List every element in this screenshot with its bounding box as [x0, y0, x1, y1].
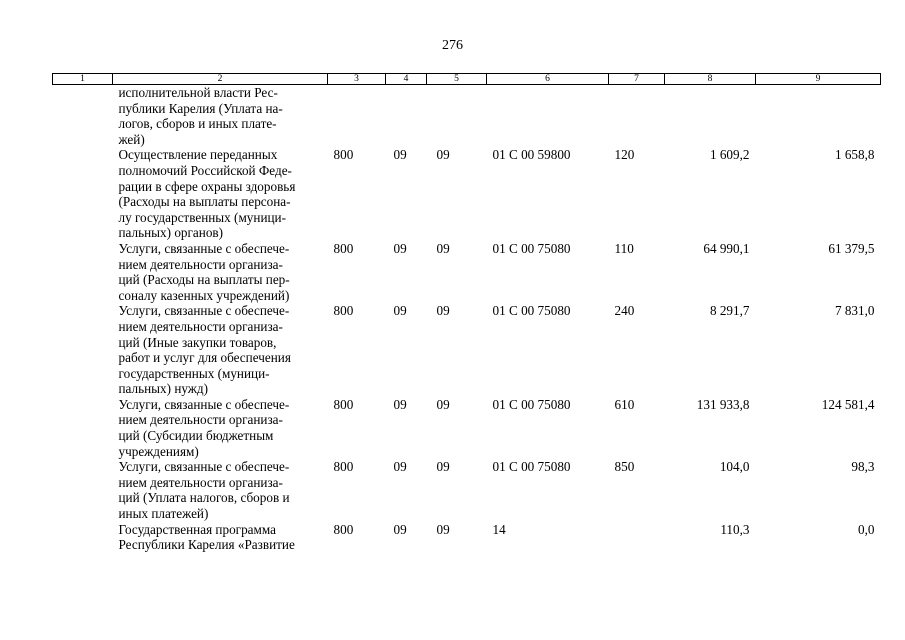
- cell-col-1: [53, 522, 113, 553]
- cell-c3: 800: [333, 459, 354, 475]
- name-line: учреждениям): [118, 443, 199, 459]
- cell-c7: 610: [614, 396, 635, 412]
- table-row: [53, 397, 881, 459]
- cell-name: [113, 459, 328, 521]
- name-line: государственных (муници-: [118, 365, 270, 381]
- cell-c4: 09: [393, 303, 407, 319]
- cell-name: [113, 522, 328, 553]
- cell-c3: 800: [333, 396, 354, 412]
- cell-c5: 09: [436, 521, 450, 537]
- name-line: иных платежей): [118, 506, 209, 522]
- cell-name: [113, 303, 328, 397]
- name-line: ций (Расходы на выплаты пер-: [118, 272, 290, 288]
- name-line: жей): [118, 131, 145, 147]
- cell-c9: 98,3: [851, 459, 875, 475]
- name-line: нием деятельности организа-: [118, 474, 283, 490]
- cell-c7: 240: [614, 303, 635, 319]
- cell-c9: 124 581,4: [821, 396, 875, 412]
- name-line: лу государственных (муници-: [118, 209, 287, 225]
- name-line: пальных) нужд): [118, 381, 209, 397]
- cell-c7: 120: [614, 147, 635, 163]
- name-line: Услуги, связанные с обеспече-: [118, 240, 290, 256]
- cell-c8: 110,3: [720, 521, 750, 537]
- budget-table-container: [52, 73, 880, 553]
- cell-c8: 104,0: [719, 459, 750, 475]
- cell-c8: 1 609,2: [709, 147, 750, 163]
- name-line: Услуги, связанные с обеспече-: [118, 396, 290, 412]
- cell-c9: 1 658,8: [834, 147, 875, 163]
- cell-c5: [427, 85, 487, 148]
- cell-c3: 800: [333, 240, 354, 256]
- cell-c5: 09: [436, 396, 450, 412]
- cell-c7: [609, 522, 665, 553]
- cell-name: [113, 241, 328, 303]
- cell-c9: [756, 85, 881, 148]
- cell-c6: 01 С 00 75080: [492, 396, 571, 412]
- cell-c8: 131 933,8: [696, 396, 750, 412]
- cell-c5: 09: [436, 147, 450, 163]
- cell-name: [113, 397, 328, 459]
- cell-c3: 800: [333, 147, 354, 163]
- cell-name: [113, 85, 328, 148]
- name-line: Республики Карелия «Развитие: [118, 537, 295, 553]
- cell-c3: 800: [333, 303, 354, 319]
- name-line: пальных) органов): [118, 225, 224, 241]
- name-line: ций (Иные закупки товаров,: [118, 334, 277, 350]
- cell-c9: 61 379,5: [828, 240, 875, 256]
- col-header-5: 5: [427, 74, 487, 85]
- name-line: рации в сфере охраны здоровья: [118, 178, 296, 194]
- col-header-7: 7: [609, 74, 665, 85]
- cell-c3: [328, 85, 386, 148]
- cell-name: [113, 147, 328, 241]
- col-header-8: 8: [665, 74, 756, 85]
- col-header-1: 1: [53, 74, 113, 85]
- cell-col-1: [53, 147, 113, 241]
- cell-c6: [487, 85, 609, 148]
- name-line: работ и услуг для обеспечения: [118, 350, 291, 366]
- cell-c7: 850: [614, 459, 635, 475]
- cell-c4: 09: [393, 521, 407, 537]
- cell-c6: 01 С 00 75080: [492, 303, 571, 319]
- cell-c4: 09: [393, 240, 407, 256]
- cell-c3: 800: [333, 521, 354, 537]
- col-header-4: 4: [386, 74, 427, 85]
- name-line: Осуществление переданных: [118, 147, 278, 163]
- cell-c4: 09: [393, 459, 407, 475]
- table-row: [53, 522, 881, 553]
- table-row: [53, 303, 881, 397]
- table-body: [53, 85, 881, 553]
- cell-c8: 64 990,1: [703, 240, 750, 256]
- cell-c9: 0,0: [858, 521, 875, 537]
- cell-c4: 09: [393, 147, 407, 163]
- table-row: [53, 459, 881, 521]
- cell-col-1: [53, 397, 113, 459]
- table-row: [53, 147, 881, 241]
- name-line: Услуги, связанные с обеспече-: [118, 459, 290, 475]
- name-line: соналу казенных учреждений): [118, 287, 290, 303]
- cell-c6: 01 С 00 59800: [492, 147, 571, 163]
- cell-c5: 09: [436, 240, 450, 256]
- header-row: [53, 74, 881, 85]
- name-line: ций (Уплата налогов, сборов и: [118, 490, 290, 506]
- cell-c4: 09: [393, 396, 407, 412]
- name-line: исполнительной власти Рес-: [118, 85, 278, 100]
- cell-c7: [609, 85, 665, 148]
- budget-table: [52, 73, 881, 553]
- cell-c5: 09: [436, 303, 450, 319]
- table-header: [53, 74, 881, 85]
- name-line: полномочий Российской Феде-: [118, 162, 292, 178]
- cell-col-1: [53, 241, 113, 303]
- col-header-9: 9: [756, 74, 881, 85]
- col-header-2: 2: [113, 74, 328, 85]
- page-number: 276: [442, 38, 463, 53]
- name-line: (Расходы на выплаты персона-: [118, 194, 291, 210]
- cell-c8: 8 291,7: [709, 303, 750, 319]
- name-line: ций (Субсидии бюджетным: [118, 428, 274, 444]
- name-line: Государственная программа: [118, 521, 276, 537]
- name-line: нием деятельности организа-: [118, 412, 283, 428]
- col-header-3: 3: [328, 74, 386, 85]
- cell-c6: 14: [492, 521, 506, 537]
- name-line: Услуги, связанные с обеспече-: [118, 303, 290, 319]
- table-row: [53, 241, 881, 303]
- cell-c5: 09: [436, 459, 450, 475]
- cell-c6: 01 С 00 75080: [492, 240, 571, 256]
- cell-col-1: [53, 85, 113, 148]
- cell-c4: [386, 85, 427, 148]
- name-line: публики Карелия (Уплата на-: [118, 100, 283, 116]
- name-line: нием деятельности организа-: [118, 318, 283, 334]
- name-line: нием деятельности организа-: [118, 256, 283, 272]
- cell-c8: [665, 85, 756, 148]
- table-row: [53, 85, 881, 148]
- col-header-6: 6: [487, 74, 609, 85]
- cell-col-1: [53, 303, 113, 397]
- cell-c6: 01 С 00 75080: [492, 459, 571, 475]
- cell-c9: 7 831,0: [834, 303, 875, 319]
- cell-c7: 110: [614, 240, 634, 256]
- name-line: логов, сборов и иных плате-: [118, 116, 277, 132]
- cell-col-1: [53, 459, 113, 521]
